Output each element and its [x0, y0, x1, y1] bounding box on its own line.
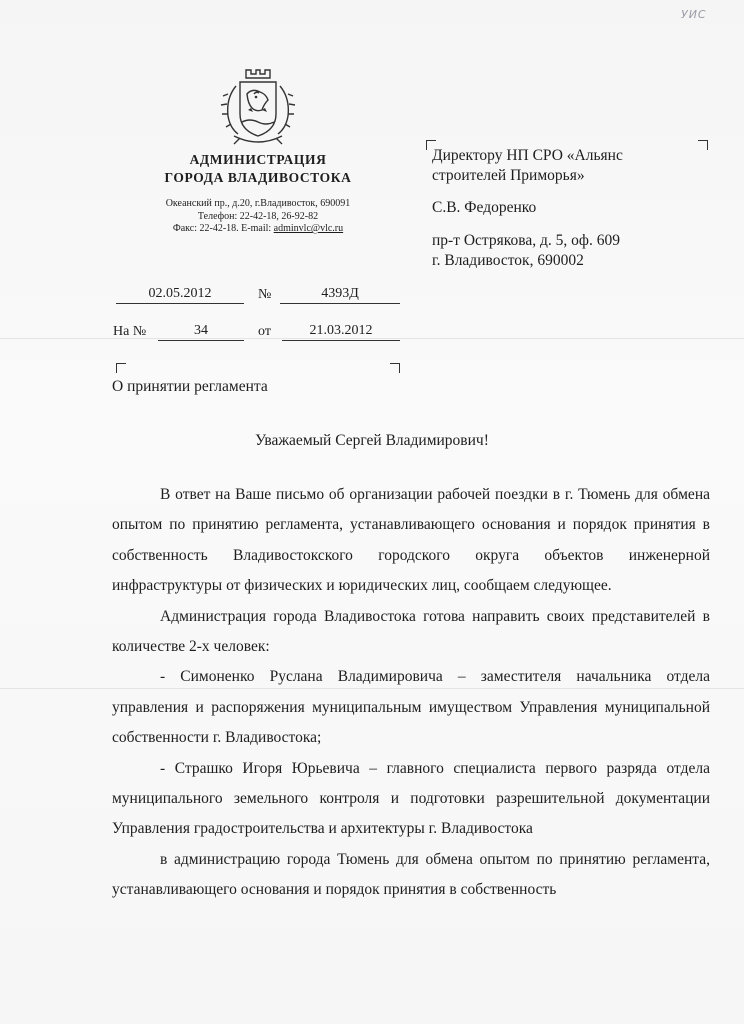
org-name-line1: АДМИНИСТРАЦИЯ	[189, 152, 327, 167]
reference-date: 21.03.2012	[282, 323, 400, 341]
email-link[interactable]: adminvlc@vlc.ru	[273, 223, 344, 234]
subject-line: О принятии регламента	[112, 378, 268, 395]
number-label: №	[258, 287, 272, 302]
paragraph: - Страшко Игоря Юрьевича – главного специалиста первого разряда отдела муниципального земельного контроля и подготовки разрешительной документации Управления градостроительства и архитектуры г. Владивостока	[112, 759, 710, 838]
addressee-line1: Директору НП СРО «Альянс	[432, 147, 623, 164]
addressee-street: пр-т Острякова, д. 5, оф. 609	[432, 232, 620, 249]
coat-of-arms-emblem	[218, 64, 298, 148]
paragraph: В ответ на Ваше письмо об организации рабочей поездки в г. Тюмень для обмена опытом по принятию регламента, устанавливающего основания и порядок принятия в собственность Владивостокского городского округа объектов инженерной инфраструктуры от физических и юридических лиц, сообщаем следующее.	[112, 486, 710, 595]
salutation: Уважаемый Сергей Владимирович!	[255, 432, 489, 449]
reference-number: 34	[158, 323, 244, 341]
outgoing-date: 02.05.2012	[116, 286, 244, 304]
fax-label: Факс: 22-42-18. E-mail:	[172, 223, 274, 234]
org-fax-email	[120, 223, 396, 236]
subject-corner-left	[116, 363, 126, 373]
org-phone: Телефон: 22-42-18, 26-92-82	[197, 211, 319, 222]
paragraph: - Симоненко Руслана Владимировича – заместителя начальника отдела управления и распоряжения муниципальным имуществом Управления муниципальной собственности г. Владивостока;	[112, 668, 710, 747]
addressee-name: С.В. Федоренко	[432, 199, 537, 216]
outgoing-number: 4393Д	[280, 286, 400, 304]
paragraph: Администрация города Владивостока готова направить своих представителей в количестве 2-х человек:	[112, 607, 710, 656]
paragraph: в администрацию города Тюмень для обмена опытом по принятию регламента, устанавливающего основания и порядок принятия в собственность	[112, 850, 710, 899]
addressee-line2: строителей Приморья»	[432, 167, 585, 184]
from-label: от	[258, 324, 271, 339]
subject-corner-right	[390, 363, 400, 373]
handwritten-mark: УИС	[681, 8, 707, 21]
org-name-line2: ГОРОДА ВЛАДИВОСТОКА	[164, 170, 352, 185]
org-address: Океанский пр., д.20, г.Владивосток, 690091	[165, 198, 351, 209]
letter-body	[112, 480, 710, 906]
addressee-city: г. Владивосток, 690002	[432, 252, 584, 269]
reference-label: На №	[113, 324, 147, 339]
